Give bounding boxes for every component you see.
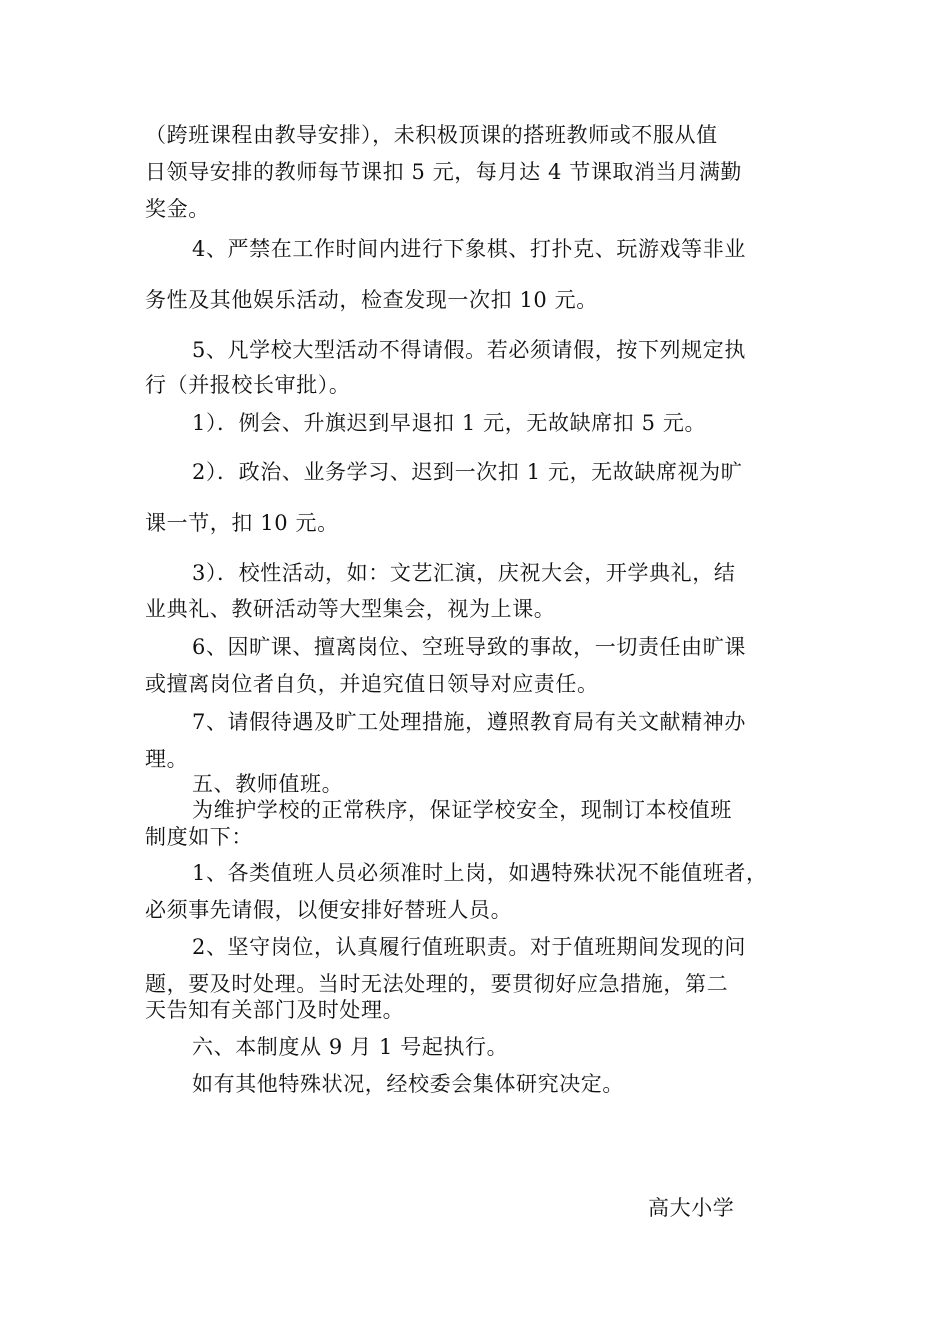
- text-line: 为维护学校的正常秩序，保证学校安全，现制订本校值班: [192, 798, 732, 822]
- text-line: 如有其他特殊状况，经校委会集体研究决定。: [192, 1072, 624, 1096]
- text-line: 必须事先请假，以便安排好替班人员。: [145, 898, 513, 922]
- text-line: 课一节，扣 10 元。: [145, 511, 339, 535]
- text-line: 天告知有关部门及时处理。: [145, 998, 405, 1022]
- signature-school-name: 高大小学: [648, 1196, 735, 1220]
- text-line: 行（并报校长审批）。: [145, 373, 351, 397]
- section-heading: 五、教师值班。: [192, 772, 344, 796]
- text-line: 制度如下：: [145, 825, 253, 849]
- text-line: 2、坚守岗位，认真履行值班职责。对于值班期间发现的问: [192, 935, 746, 959]
- text-line: 业典礼、教研活动等大型集会，视为上课。: [145, 597, 556, 621]
- text-line: 奖金。: [145, 197, 210, 221]
- text-line: 3）．校性活动，如：文艺汇演，庆祝大会，开学典礼，结: [192, 561, 736, 585]
- text-line: 4、严禁在工作时间内进行下象棋、打扑克、玩游戏等非业: [192, 237, 746, 261]
- text-line: 1）．例会、升旗迟到早退扣 1 元，无故缺席扣 5 元。: [192, 411, 707, 435]
- text-line: 5、凡学校大型活动不得请假。若必须请假，按下列规定执: [192, 338, 746, 362]
- text-line: 6、因旷课、擅离岗位、空班导致的事故，一切责任由旷课: [192, 635, 746, 659]
- text-line: 理。: [145, 747, 189, 771]
- text-line: 日领导安排的教师每节课扣 5 元，每月达 4 节课取消当月满勤: [145, 160, 743, 184]
- text-line: 2）．政治、业务学习、迟到一次扣 1 元，无故缺席视为旷: [192, 460, 743, 484]
- text-line: 务性及其他娱乐活动，检查发现一次扣 10 元。: [145, 288, 598, 312]
- text-line: （跨班课程由教导安排），未积极顶课的搭班教师或不服从值: [145, 123, 718, 147]
- text-line: 题，要及时处理。当时无法处理的，要贯彻好应急措施，第二: [145, 972, 729, 996]
- text-line: 1、各类值班人员必须准时上岗，如遇特殊状况不能值班者，: [192, 861, 768, 885]
- text-line: 7、请假待遇及旷工处理措施，遵照教育局有关文献精神办: [192, 710, 746, 734]
- text-line: 或擅离岗位者自负，并追究值日领导对应责任。: [145, 672, 599, 696]
- section-heading: 六、本制度从 9 月 1 号起执行。: [192, 1035, 509, 1059]
